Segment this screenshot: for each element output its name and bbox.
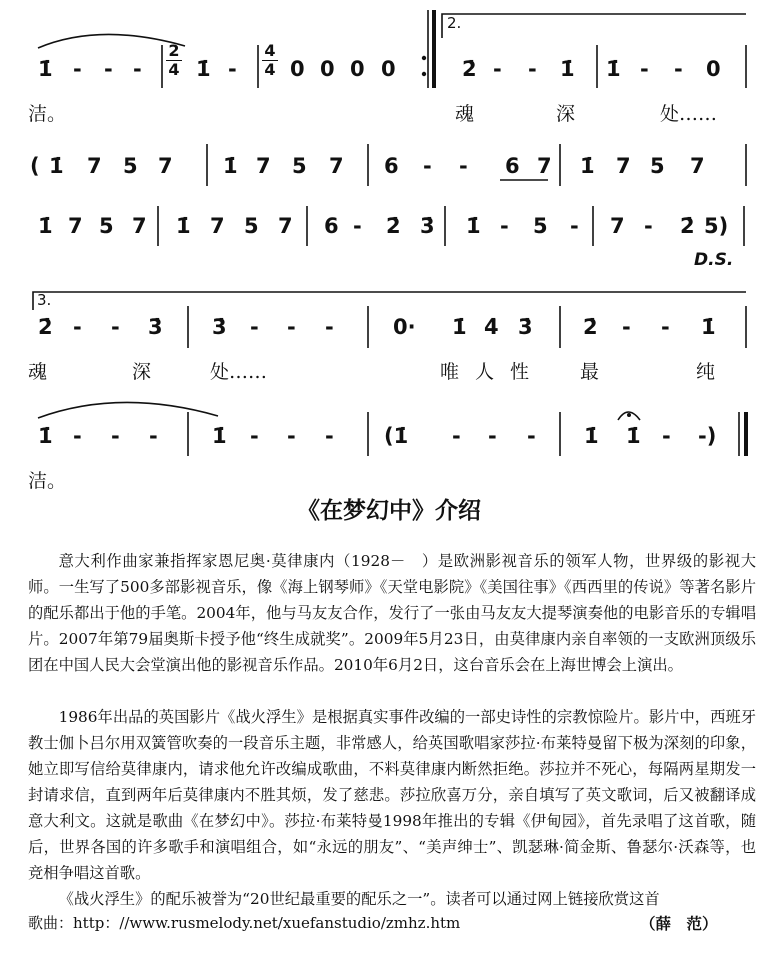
score-note: 7 (87, 154, 102, 178)
score-note: 2̇ (38, 315, 53, 339)
score-note: - (459, 154, 468, 178)
score-note: 1̇ (38, 57, 53, 81)
score-note: - (500, 214, 509, 238)
lyric-hun: 魂 (28, 361, 48, 383)
score-note: 3̇ (148, 315, 163, 339)
score-note: 6 (384, 154, 399, 178)
lyric-zui: 最 (580, 361, 600, 383)
score-note: 1̇ (560, 57, 575, 81)
score-note: - (423, 154, 432, 178)
score-note: 1̇ (701, 315, 716, 339)
score-note: 7 (158, 154, 173, 178)
lyric-chun: 纯 (696, 361, 716, 383)
score-note: 7 (256, 154, 271, 178)
score-note: 0 (381, 57, 396, 81)
score-note: 5 (123, 154, 138, 178)
score-note: - (73, 315, 82, 339)
score-note: 0 (350, 57, 365, 81)
score-note: - (111, 315, 120, 339)
score-note: 4̇ (484, 315, 499, 339)
score-note: 0 (706, 57, 721, 81)
score-note: - (149, 424, 158, 448)
score-note: - (674, 57, 683, 81)
score-note: 6 (505, 154, 520, 178)
score-note: 1̇ (606, 57, 621, 81)
score-note: - (528, 57, 537, 81)
volta-3-label: 3. (37, 291, 52, 309)
volta-2-label: 2. (447, 14, 462, 32)
score-note: 5 (650, 154, 665, 178)
score-note: - (488, 424, 497, 448)
score-note: 1̇ (223, 154, 238, 178)
score-note: 7 (610, 214, 625, 238)
score-note: 1̇ (452, 315, 467, 339)
score-note: 1̇ (626, 424, 641, 448)
score-note: 3̇ (518, 315, 533, 339)
score-note: (1̇ (384, 424, 409, 448)
lyric-ren: 人 (475, 361, 495, 383)
score-note: - (73, 424, 82, 448)
score-note: - (325, 424, 334, 448)
score-note: 1̇ (38, 214, 53, 238)
score-note: 6 (324, 214, 339, 238)
paragraph-2: 1986年出品的英国影片《战火浮生》是根据真实事件改编的一部史诗性的宗教惊险片。影片中，西班牙教士伽卜吕尔用双簧管吹奏的一段音乐主题，非常感人，给英国歌唱家莎拉·布莱特曼留下极为深刻的印象，她立即写信给莫律康内，请求他允许改编成歌曲，不料莫律康内断然拒绝。莎拉并不死心，每隔两星期发一封请求信，直到两年后莫律康内不胜其烦，发了慈悲。莎拉欣喜万分，亲自填写了英文歌词，后又被翻译成意大利文。这就是歌曲《在梦幻中》。莎拉·布莱特曼1998年推出的专辑《伊甸园》，首先录唱了这首歌，随后，世界各国的许多歌手和演唱组合，如“永远的朋友”、“美声绅士”、凯瑟琳·简金斯、鲁瑟尔·沃森等，也竞相争唱这首歌。 (28, 708, 756, 882)
tie (38, 34, 185, 48)
score-note: - (287, 424, 296, 448)
score-note: 0 (290, 57, 305, 81)
time-sig-top: 2 (168, 41, 180, 60)
score-note: 1̇ (584, 424, 599, 448)
score-note: ( (30, 154, 40, 178)
score-note: 1̇ (49, 154, 64, 178)
lyric-shen: 深 (132, 361, 152, 383)
score-note: 3̇ (420, 214, 435, 238)
score-note: 1̇ (196, 57, 211, 81)
score-note: 5 (244, 214, 259, 238)
score-note: - (353, 214, 362, 238)
time-signature-4-4 (262, 42, 278, 79)
score-note: 3̇ (212, 315, 227, 339)
ds-marking: D.S. (694, 250, 734, 270)
lyric-xing: 性 (510, 361, 530, 383)
score-note: 7 (616, 154, 631, 178)
score-note: - (250, 424, 259, 448)
volta-bracket-3 (33, 292, 746, 310)
score-note: 1̇ (580, 154, 595, 178)
score-note: 7 (690, 154, 705, 178)
score-note: - (287, 315, 296, 339)
lyric-wei: 唯 (440, 361, 460, 383)
volta-bracket-2 (442, 14, 746, 38)
score-note: 1̇ (176, 214, 191, 238)
score-note: 1̇ (212, 424, 227, 448)
score-note: - (527, 424, 536, 448)
score-note: - (452, 424, 461, 448)
score-note: - (325, 315, 334, 339)
score-note: 5) (704, 214, 729, 238)
repeat-dot (422, 56, 426, 60)
score-note: - (622, 315, 631, 339)
score-note: 7 (210, 214, 225, 238)
score-note: - (104, 57, 113, 81)
score-note: 2̇ (680, 214, 695, 238)
score-note: 7 (329, 154, 344, 178)
lyric-jie: 洁。 (28, 470, 67, 492)
music-link[interactable]: 歌曲：http：//www.rusmelody.net/xuefanstudio/zmhz.htm (28, 914, 461, 932)
score-note: 5 (292, 154, 307, 178)
time-sig-bottom: 4 (166, 60, 182, 79)
paragraph-3: 《战火浮生》的配乐被誉为“20世纪最重要的配乐之一”。读者可以通过网上链接欣赏这首 (58, 890, 660, 908)
article-title: 《在梦幻中》介绍 (297, 498, 481, 524)
score-note: - (250, 315, 259, 339)
score-note: - (640, 57, 649, 81)
lyric-chu: 处…… (660, 103, 718, 125)
score-note: - (662, 424, 671, 448)
score-note: - (228, 57, 237, 81)
score-note: - (73, 57, 82, 81)
score-note: - (111, 424, 120, 448)
score-note: - (661, 315, 670, 339)
score-note: -) (698, 424, 717, 448)
lyric-shen: 深 (556, 103, 576, 125)
score-note: - (133, 57, 142, 81)
repeat-dot (422, 72, 426, 76)
score-note: 5 (533, 214, 548, 238)
time-sig-top: 4 (264, 41, 276, 60)
score-note: 2̇ (462, 57, 477, 81)
fermata-dot (627, 413, 631, 417)
score-note: 0· (393, 315, 416, 339)
score-note: 1̇ (38, 424, 53, 448)
time-sig-bottom: 4 (262, 60, 278, 79)
score-note: 0 (320, 57, 335, 81)
score-note: 7 (68, 214, 83, 238)
score-note: 7 (132, 214, 147, 238)
score-note: 5 (99, 214, 114, 238)
score-note: 7 (537, 154, 552, 178)
paragraph-1: 意大利作曲家兼指挥家恩尼奥·莫律康内（1928－ ）是欧洲影视音乐的领军人物，世界级的影视大师。一生写了500多部影视音乐，像《海上钢琴师》《天堂电影院》《美国往事》《西西里的传说》等著名影片的配乐都出于他的手笔。2004年，他与马友友合作，发行了一张由马友友大提琴演奏他的电影音乐的专辑唱片。2007年第79届奥斯卡授予他“终生成就奖”。2009年5月23日，由莫律康内亲自率领的一支欧洲顶级乐团在中国人民大会堂演出他的影视音乐作品。2010年6月2日，这台音乐会在上海世博会上演出。 (28, 552, 756, 674)
lyric-jie: 洁。 (28, 103, 67, 125)
tie (38, 402, 218, 418)
score-note: 2̇ (583, 315, 598, 339)
score-note: - (644, 214, 653, 238)
score-note: 2̇ (386, 214, 401, 238)
time-signature-2-4 (166, 42, 182, 79)
lyric-hun: 魂 (455, 103, 475, 125)
score-note: - (570, 214, 579, 238)
lyric-chu: 处…… (210, 361, 268, 383)
author: （薛 范） (640, 914, 718, 933)
score-note: 1̇ (466, 214, 481, 238)
score-note: 7 (278, 214, 293, 238)
score-note: - (493, 57, 502, 81)
